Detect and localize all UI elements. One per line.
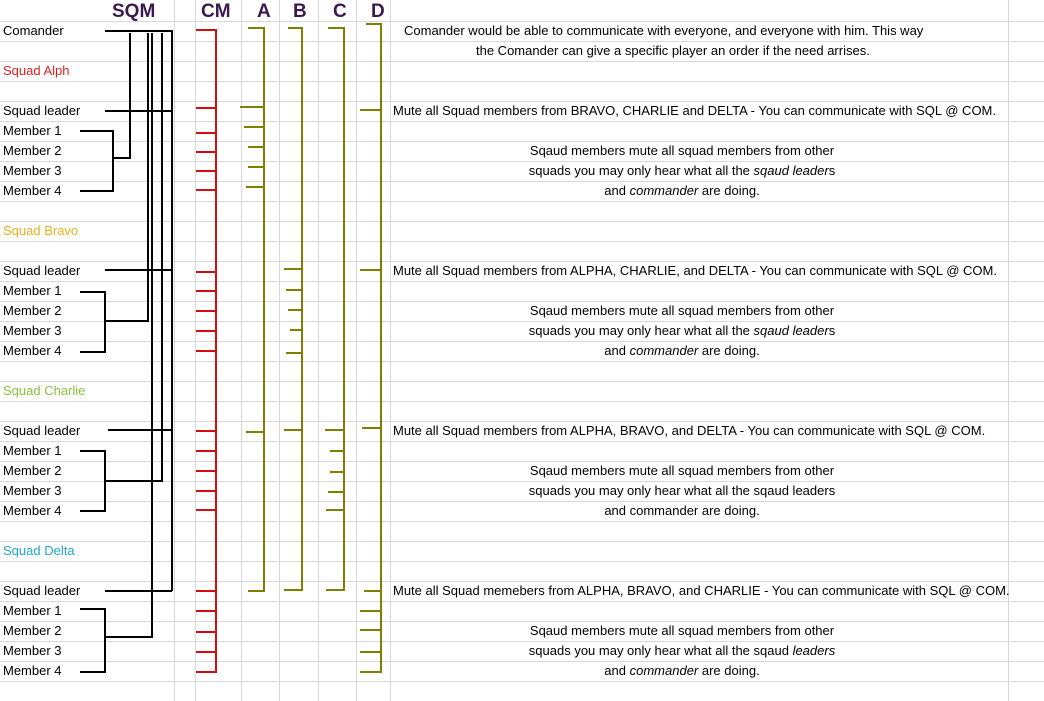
squad-alpha-note-line3-i: commander	[629, 183, 699, 198]
squad-alpha-member-1: Member 1	[3, 123, 62, 138]
squad-delta-note-line3-b: are doing.	[698, 663, 760, 678]
squad-charlie-member-1: Member 1	[3, 443, 62, 458]
squad-delta-note-line3-a: and	[604, 663, 630, 678]
squad-delta-note-line2-a: squads you may only hear what all the sqaud	[528, 643, 793, 658]
squad-alpha-mute-text: Mute all Squad members from BRAVO, CHARLIE and DELTA - You can communicate with SQL @ COM.	[393, 103, 997, 118]
squad-alpha-member-4: Member 4	[3, 183, 62, 198]
squad-delta-member-1: Member 1	[3, 603, 62, 618]
squad-bravo-note-line3-a: and	[604, 343, 630, 358]
channel-a-bus	[248, 28, 264, 591]
squad-alpha-name: Squad Alph	[3, 63, 70, 78]
squad-charlie-member-2: Member 2	[3, 463, 62, 478]
squad-alpha-note-line1: Sqaud members mute all squad members from other	[529, 143, 835, 158]
squad-delta-member-2: Member 2	[3, 623, 62, 638]
radio-channel-wiring	[240, 24, 381, 672]
squad-delta-mute-text: Mute all Squad memebers from ALPHA, BRAVO, and CHARLIE - You can communicate with SQL @ COM.	[393, 583, 1010, 598]
squad-charlie-note-line3: and commander are doing.	[604, 503, 760, 518]
header-sqm: SQM	[112, 1, 156, 22]
squad-alpha-member-3: Member 3	[3, 163, 62, 178]
squad-bravo-member-2: Member 2	[3, 303, 62, 318]
squad-alpha-leader: Squad leader	[3, 103, 81, 118]
squad-bravo-mute-text: Mute all Squad members from ALPHA, CHARLIE, and DELTA - You can communicate with SQL @ COM.	[393, 263, 997, 278]
channel-c-bus	[326, 28, 344, 590]
sqm-bravo-members-bracket	[80, 33, 148, 352]
squad-bravo-note-line3-i: commander	[629, 343, 699, 358]
header-a: A	[257, 1, 271, 22]
commander-label: Comander	[3, 23, 64, 38]
squad-charlie-leader: Squad leader	[3, 423, 81, 438]
squad-charlie-mute-text: Mute all Squad members from ALPHA, BRAVO, and DELTA - You can communicate with SQL @ COM.	[393, 423, 986, 438]
squad-alpha-note-line2-b: s	[828, 163, 836, 178]
header-b: B	[293, 1, 307, 22]
cm-wiring	[196, 30, 216, 672]
squad-bravo-name: Squad Bravo	[3, 223, 79, 238]
squad-charlie-member-3: Member 3	[3, 483, 62, 498]
squad-delta-name: Squad Delta	[3, 543, 75, 558]
squad-charlie-note-line2: squads you may only hear what all the sqaud leaders	[528, 483, 836, 498]
squad-delta-leader: Squad leader	[3, 583, 81, 598]
squad-bravo-member-3: Member 3	[3, 323, 62, 338]
squad-alpha-note-line2-i: sqaud leader	[753, 163, 829, 178]
squad-bravo-note-line1: Sqaud members mute all squad members from other	[529, 303, 835, 318]
squad-delta-note-line2-i: leaders	[792, 643, 836, 658]
channel-d-bus	[360, 24, 381, 672]
squad-alpha-note-line2-a: squads you may only hear what all the	[528, 163, 754, 178]
squad-charlie-note-line1: Sqaud members mute all squad members from other	[529, 463, 835, 478]
squad-alpha-note-line3-a: and	[604, 183, 630, 198]
squad-alpha-note-line3-b: are doing.	[698, 183, 760, 198]
squad-delta-member-4: Member 4	[3, 663, 62, 678]
sqm-charlie-members-bracket	[80, 33, 162, 511]
squad-delta-member-3: Member 3	[3, 643, 62, 658]
sqm-wiring	[80, 31, 172, 672]
commander-note-line2: the Comander can give a specific player an order if the need arrises.	[476, 43, 870, 58]
squad-bravo-note-line3-b: are doing.	[698, 343, 760, 358]
header-cm: CM	[201, 1, 231, 22]
squad-bravo-note-line2-b: s	[828, 323, 836, 338]
squad-bravo-note-line2-a: squads you may only hear what all the	[528, 323, 754, 338]
squad-bravo-leader: Squad leader	[3, 263, 81, 278]
header-c: C	[333, 1, 347, 22]
squad-alpha-member-2: Member 2	[3, 143, 62, 158]
commander-note-line1: Comander would be able to communicate with everyone, and everyone with him. This way	[404, 23, 924, 38]
squad-delta-note-line1: Sqaud members mute all squad members from other	[529, 623, 835, 638]
header-d: D	[371, 1, 385, 22]
squad-charlie-member-4: Member 4	[3, 503, 62, 518]
squad-bravo-member-1: Member 1	[3, 283, 62, 298]
squad-bravo-note-line2-i: sqaud leader	[753, 323, 829, 338]
squad-charlie-name: Squad Charlie	[3, 383, 85, 398]
squad-bravo-member-4: Member 4	[3, 343, 62, 358]
squad-delta-note-line3-i: commander	[629, 663, 699, 678]
